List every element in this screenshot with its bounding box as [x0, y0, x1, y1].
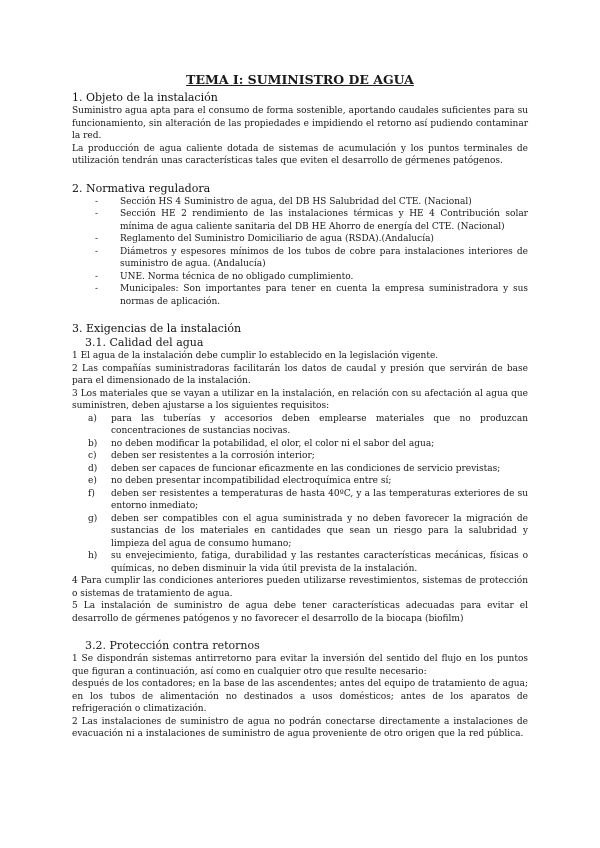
list-bullet: - — [95, 234, 99, 244]
subsection-3-1-paragraph-3: 3 Los materiales que se vayan a utilizar en la instalación, en relación con su afectación al agua que suministren, deben ajustarse a los siguientes requisitos: — [72, 388, 528, 411]
subsection-3-1-paragraph-2: 2 Las compañías suministradoras facilitarán los datos de caudal y presión que servirán de base para el dimensionado de la instalación. — [72, 363, 528, 386]
list-bullet: - — [95, 209, 99, 219]
list-item: - Municipales: Son importantes para tener en cuenta la empresa suministradora y sus normas de aplicación. — [95, 284, 528, 307]
section-3-heading: 3. Exigencias de la instalación — [72, 322, 242, 335]
list-item: d) deben ser capaces de funcionar eficazmente en las condiciones de servicio previstas; — [88, 463, 501, 474]
list-item: - Diámetros y espesores mínimos de los tubos de cobre para instalaciones interiores de suministro de agua. (Andalucía) — [95, 246, 528, 269]
list-bullet: - — [95, 196, 99, 207]
list-item: c) deben ser resistentes a la corrosión interior; — [88, 451, 315, 461]
list-bullet: - — [95, 271, 99, 282]
list-bullet: - — [95, 246, 99, 257]
section-1-paragraph-2: La producción de agua caliente dotada de sistemas de acumulación y los puntos terminales de utilización tendrán unas características tales que eviten el desarrollo de gérmenes patógenos. — [72, 143, 528, 166]
regulations-list — [95, 196, 528, 309]
list-item: e) no deben presentar incompatibilidad electroquímica entre sí; — [88, 476, 392, 486]
section-2-heading: 2. Normativa reguladora — [72, 181, 211, 195]
subsection-3-1-paragraph-4: 4 Para cumplir las condiciones anteriores pueden utilizarse revestimientos, sistemas de protección o sistemas de tratamiento de agua. — [72, 576, 528, 599]
list-item: f) deben ser resistentes a temperaturas de hasta 40ºC, y a las temperaturas exteriores de su entorno inmediato; — [88, 488, 528, 511]
document-page — [72, 72, 528, 741]
list-item: - Sección HS 4 Suministro de agua, del DB HS Salubridad del CTE. (Nacional) — [95, 196, 472, 207]
section-1-heading: 1. Objeto de la instalación — [72, 91, 218, 104]
subsection-3-2-heading: 3.2. Protección contra retornos — [85, 639, 260, 652]
list-item: g) deben ser compatibles con el agua suministrada y no deben favorecer la migración de sustancias de los materiales en cantidades que sean un riesgo para la salubridad y limpieza del agua de consumo humano; — [88, 513, 528, 549]
subsection-3-1-paragraph-1: 1 El agua de la instalación debe cumplir lo establecido en la legislación vigente. — [72, 351, 439, 361]
list-item: - Reglamento del Suministro Domiciliario de agua (RSDA).(Andalucía) — [95, 234, 434, 244]
subsection-3-2-paragraph-3: 2 Las instalaciones de suministro de agua no podrán conectarse directamente a instalaciones de evacuación ni a instalaciones de suministro de agua proveniente de otro origen que la red pública. — [72, 716, 528, 739]
list-item: - UNE. Norma técnica de no obligado cumplimiento. — [95, 271, 354, 282]
subsection-3-2-paragraph-2: después de los contadores; en la base de las ascendentes; antes del equipo de tratamiento de agua; en los tubos de alimentación no destinados a usos domésticos; antes de los aparatos de refrigeración o climatización. — [72, 679, 528, 714]
list-item: b) no deben modificar la potabilidad, el olor, el color ni el sabor del agua; — [88, 438, 435, 449]
requirements-list — [88, 413, 528, 576]
list-bullet: - — [95, 284, 99, 294]
list-item: h) su envejecimiento, fatiga, durabilidad y las restantes características mecánicas, físicas o químicas, no deben disminuir la vida útil prevista de la instalación. — [88, 551, 528, 574]
list-item: - Sección HE 2 rendimiento de las instalaciones térmicas y HE 4 Contribución solar mínima de agua caliente sanitaria del DB HE Ahorro de energía del CTE. (Nacional) — [95, 209, 528, 232]
page-title: TEMA I: SUMINISTRO DE AGUA — [186, 72, 414, 87]
subsection-3-1-paragraph-5: 5 La instalación de suministro de agua debe tener características adecuadas para evitar el desarrollo de gérmenes patógenos y no favorecer el desarrollo de la biocapa (biofilm) — [72, 601, 528, 624]
section-1-paragraph-1: Suministro agua apta para el consumo de forma sostenible, aportando caudales suficientes para su funcionamiento, sin alteración de las propiedades e impidiendo el retorno así pudiendo contaminar la red. — [72, 106, 528, 141]
subsection-3-2-paragraph-1: 1 Se dispondrán sistemas antirretorno para evitar la inversión del sentido del flujo en los puntos que figuran a continuación, así como en cualquier otro que resulte necesario: — [72, 654, 528, 677]
list-item: a) para las tuberías y accesorios deben emplearse materiales que no produzcan concentraciones de sustancias nocivas. — [88, 413, 528, 436]
subsection-3-1-heading: 3.1. Calidad del agua — [85, 336, 204, 349]
